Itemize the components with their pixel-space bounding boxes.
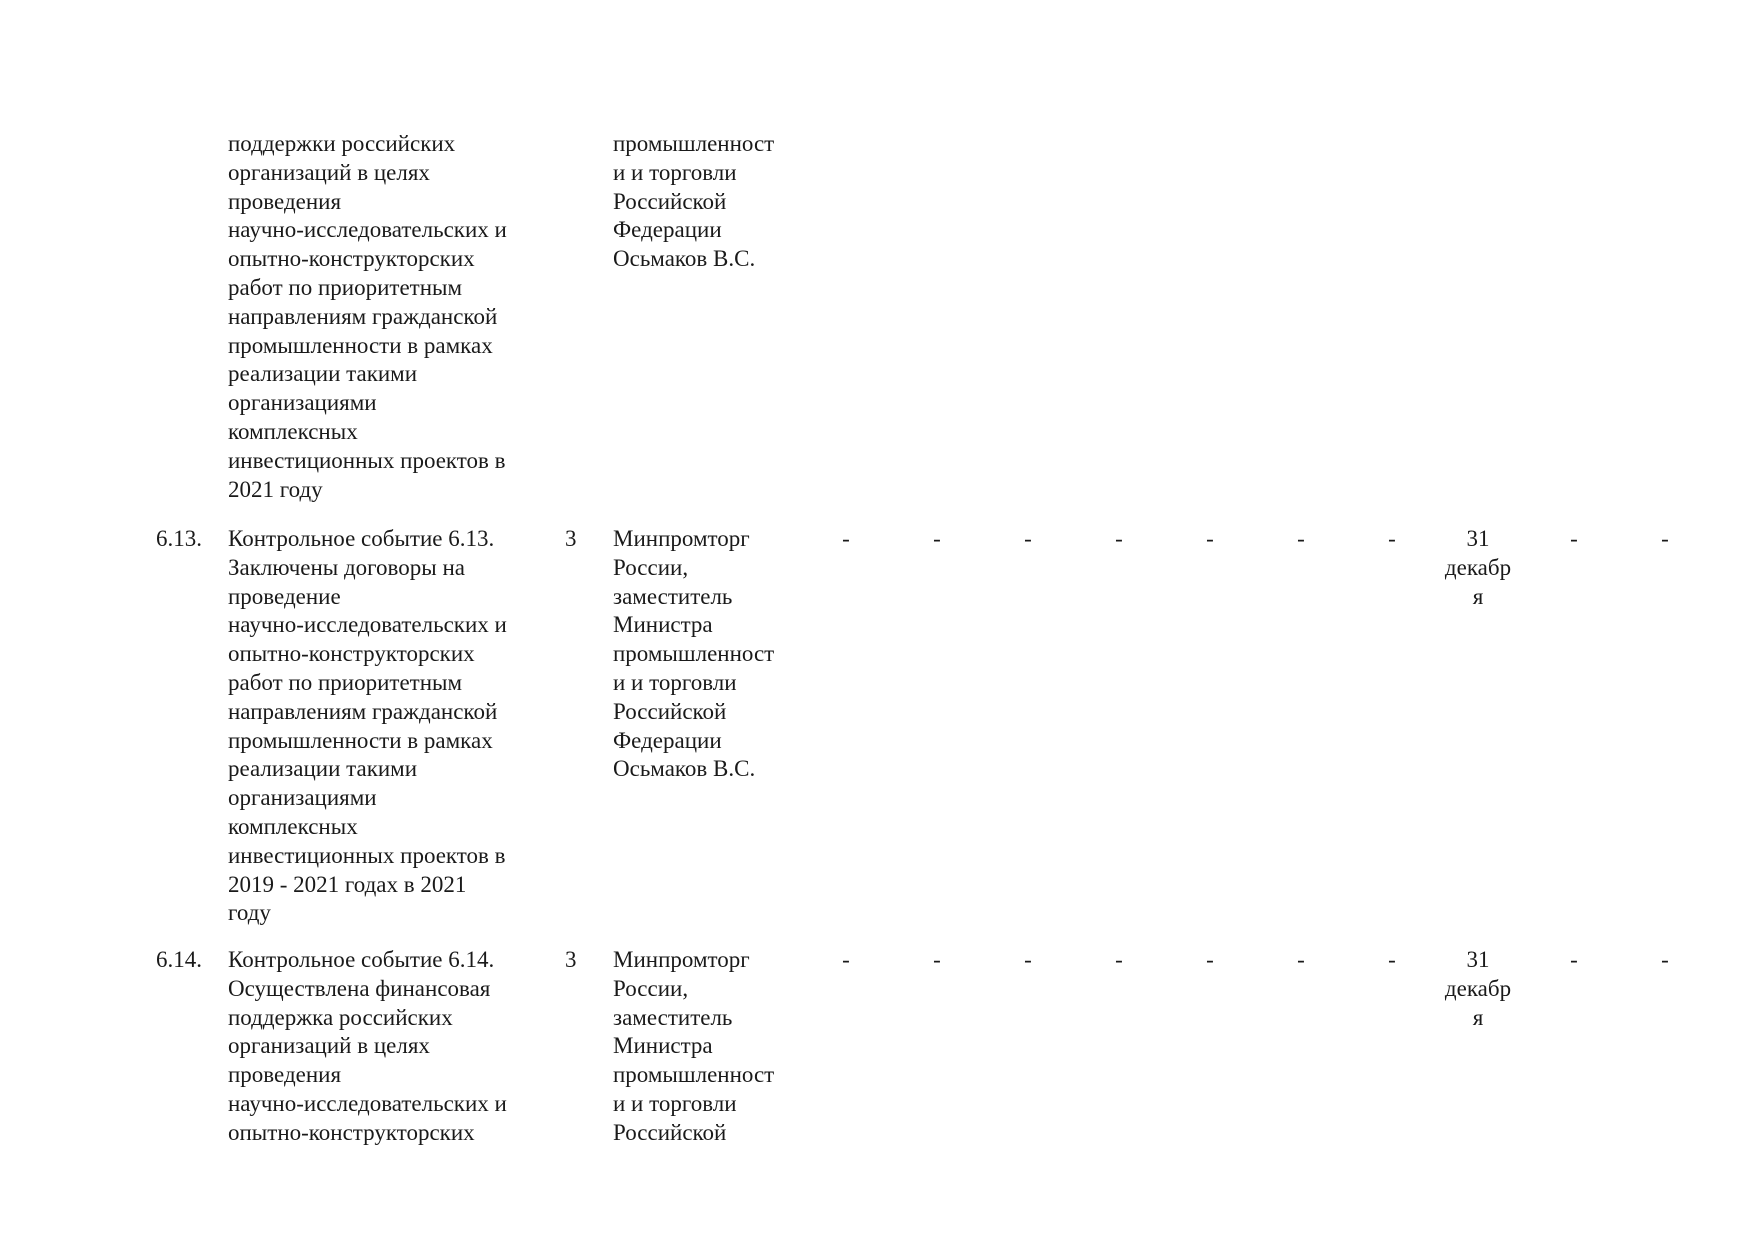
responsible-line: и и торговли <box>613 669 737 695</box>
responsible-line: Российской <box>613 1119 727 1145</box>
cell-dash: - <box>1661 947 1669 972</box>
row-responsible <box>613 130 774 274</box>
responsible-line: Министра <box>613 612 713 638</box>
row-description <box>228 946 507 1148</box>
cell-date <box>1433 525 1523 611</box>
description-line: проведения <box>228 1062 342 1088</box>
responsible-line: Осьмаков В.С. <box>613 246 756 272</box>
cell-dash: - <box>842 526 850 551</box>
row-description <box>228 525 507 928</box>
description-line: проведение <box>228 583 341 609</box>
cell-dash: - <box>1388 947 1396 972</box>
description-line: проведения <box>228 188 342 214</box>
responsible-line: Минпромторг <box>613 947 750 972</box>
date-line: 31 <box>1466 947 1490 972</box>
description-line: Контрольное событие 6.14. <box>228 947 495 972</box>
description-line: реализации такими <box>228 756 418 782</box>
description-line: работ по приоритетным <box>228 669 463 695</box>
description-line: научно-исследовательских и <box>228 1090 507 1116</box>
description-line: Осуществлена финансовая <box>228 975 491 1001</box>
cell-dash: - <box>1388 526 1396 551</box>
row-number: 6.14. <box>156 947 202 972</box>
date-line: декабр <box>1444 975 1512 1001</box>
row-level: 3 <box>565 947 577 972</box>
cell-dash: - <box>1570 526 1578 551</box>
description-line: Заключены договоры на <box>228 554 465 580</box>
description-line: организаций в целях <box>228 1033 430 1059</box>
responsible-line: и и торговли <box>613 159 737 185</box>
cell-dash: - <box>1206 947 1214 972</box>
description-line: поддержка российских <box>228 1004 453 1030</box>
responsible-line: промышленност <box>613 1062 775 1088</box>
responsible-line: России, <box>613 975 689 1001</box>
responsible-line: заместитель <box>613 1004 733 1030</box>
description-line: организациями <box>228 785 377 811</box>
row-description <box>228 130 507 504</box>
cell-dash: - <box>1297 947 1305 972</box>
date-line: 31 <box>1466 526 1490 551</box>
responsible-line: Минпромторг <box>613 526 750 551</box>
responsible-line: промышленност <box>613 641 775 667</box>
description-line: 2019 - 2021 годах в 2021 <box>228 871 467 897</box>
cell-dash: - <box>1206 526 1214 551</box>
description-line: опытно-конструкторских <box>228 641 475 667</box>
row-responsible <box>613 525 774 784</box>
responsible-line: Российской <box>613 188 727 214</box>
responsible-line: Осьмаков В.С. <box>613 756 756 782</box>
description-line: 2021 году <box>228 476 323 502</box>
cell-dash: - <box>1024 947 1032 972</box>
description-line: комплексных <box>228 418 358 444</box>
cell-dash: - <box>933 947 941 972</box>
description-line: опытно-конструкторских <box>228 1119 475 1145</box>
responsible-line: Российской <box>613 698 727 724</box>
description-line: работ по приоритетным <box>228 274 463 300</box>
responsible-line: Министра <box>613 1033 713 1059</box>
description-line: промышленности в рамках <box>228 332 493 358</box>
row-level: 3 <box>565 526 577 551</box>
description-line: направлениям гражданской <box>228 698 498 724</box>
cell-dash: - <box>1570 947 1578 972</box>
cell-dash: - <box>1115 947 1123 972</box>
description-line: реализации такими <box>228 361 418 387</box>
description-line: промышленности в рамках <box>228 727 493 753</box>
cell-dash: - <box>933 526 941 551</box>
description-line: Контрольное событие 6.13. <box>228 526 495 551</box>
description-line: опытно-конструкторских <box>228 246 475 272</box>
description-line: научно-исследовательских и <box>228 217 507 243</box>
responsible-line: России, <box>613 554 689 580</box>
responsible-line: и и торговли <box>613 1090 737 1116</box>
responsible-line: Федерации <box>613 727 722 753</box>
cell-dash: - <box>1297 526 1305 551</box>
description-line: организаций в целях <box>228 159 430 185</box>
cell-date <box>1433 946 1523 1032</box>
cell-dash: - <box>1115 526 1123 551</box>
responsible-line: промышленност <box>613 131 775 156</box>
date-line: декабр <box>1444 554 1512 580</box>
description-line: инвестиционных проектов в <box>228 842 506 868</box>
date-line: я <box>1472 583 1484 609</box>
description-line: году <box>228 900 271 926</box>
cell-dash: - <box>842 947 850 972</box>
description-line: научно-исследовательских и <box>228 612 507 638</box>
row-responsible <box>613 946 774 1148</box>
cell-dash: - <box>1024 526 1032 551</box>
cell-dash: - <box>1661 526 1669 551</box>
date-line: я <box>1472 1004 1484 1030</box>
responsible-line: заместитель <box>613 583 733 609</box>
row-number: 6.13. <box>156 526 202 551</box>
description-line: направлениям гражданской <box>228 303 498 329</box>
description-line: организациями <box>228 390 377 416</box>
description-line: поддержки российских <box>228 131 456 156</box>
responsible-line: Федерации <box>613 217 722 243</box>
description-line: комплексных <box>228 813 358 839</box>
description-line: инвестиционных проектов в <box>228 447 506 473</box>
